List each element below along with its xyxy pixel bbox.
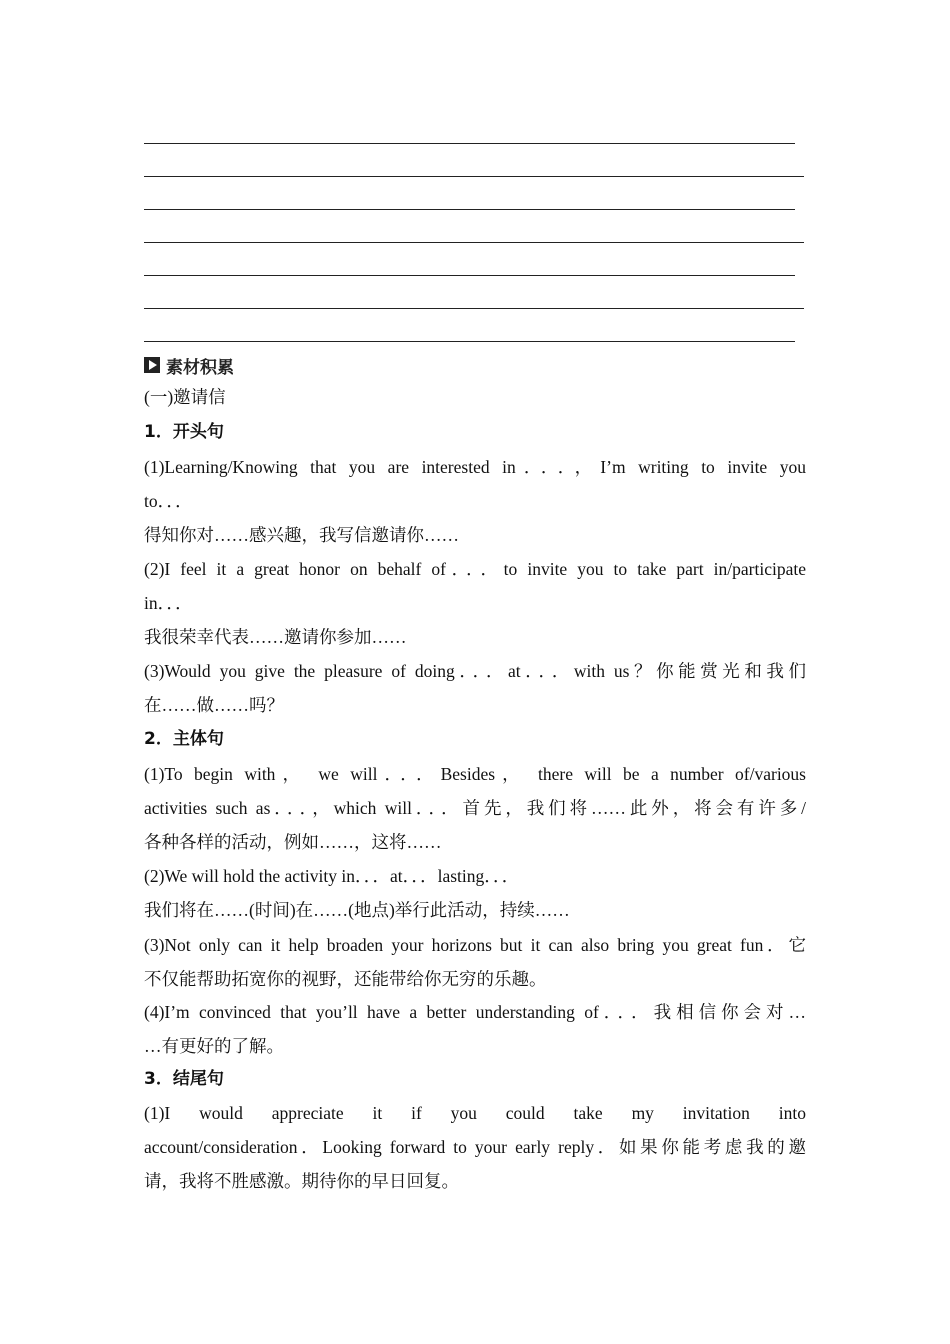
translation-line: 得知你对……感兴趣，我写信邀请你……: [144, 525, 459, 545]
sentence-line: (1)Learning/Knowing that you are interested in．．．，I’m writing to invite you: [144, 457, 806, 477]
translation-line: 我很荣幸代表……邀请你参加……: [144, 627, 407, 647]
answer-line[interactable]: [144, 275, 795, 276]
answer-line[interactable]: [144, 176, 804, 177]
sentence-line: (3)Not only can it help broaden your horizons but it can also bring you great fun．它: [144, 935, 806, 955]
answer-line[interactable]: [144, 209, 795, 210]
sentence-line: (2)I feel it a great honor on behalf of．．．to invite you to take part in/participate: [144, 559, 806, 579]
translation-line: 我们将在……(时间)在……(地点)举行此活动，持续……: [144, 900, 570, 920]
translation-line: 不仅能帮助拓宽你的视野，还能带给你无穷的乐趣。: [144, 969, 547, 989]
section-title: 素材积累: [166, 357, 234, 378]
answer-line[interactable]: [144, 143, 795, 144]
translation-line: 各种各样的活动，例如……，这将……: [144, 832, 442, 852]
answer-line[interactable]: [144, 242, 804, 243]
part-heading: 2．主体句: [144, 729, 224, 749]
sentence-line: in．．．: [144, 593, 193, 613]
answer-line[interactable]: [144, 341, 795, 342]
sentence-line: (1)I would appreciate it if you could take my invitation into: [144, 1103, 806, 1123]
translation-line: 请，我将不胜感激。期待你的早日回复。: [144, 1171, 459, 1191]
sentence-line: activities such as．．．，which will．．．首先，我们将……此外，将会有许多/: [144, 798, 806, 818]
sentence-line: (4)I’m convinced that you’ll have a better understanding of．．．我相信你会对…: [144, 1002, 806, 1022]
play-icon: [144, 357, 160, 373]
translation-line: 在……做……吗？: [144, 695, 284, 715]
sentence-line: (3)Would you give the pleasure of doing．．．at．．．with us？你能赏光和我们: [144, 661, 806, 681]
sentence-line: (2)We will hold the activity in．．．at．．．lasting．．．: [144, 866, 520, 886]
answer-line[interactable]: [144, 308, 804, 309]
translation-line: …有更好的了解。: [144, 1036, 284, 1056]
part-heading: 3．结尾句: [144, 1069, 224, 1089]
section-heading: [144, 354, 234, 376]
part-heading: 1．开头句: [144, 422, 224, 442]
category-title: (一)邀请信: [144, 387, 226, 407]
sentence-line: (1)To begin with， we will．．．Besides， there will be a number of/various: [144, 764, 806, 784]
sentence-line: to．．．: [144, 491, 193, 511]
sentence-line: account/consideration．Looking forward to your early reply．如果你能考虑我的邀: [144, 1137, 806, 1157]
